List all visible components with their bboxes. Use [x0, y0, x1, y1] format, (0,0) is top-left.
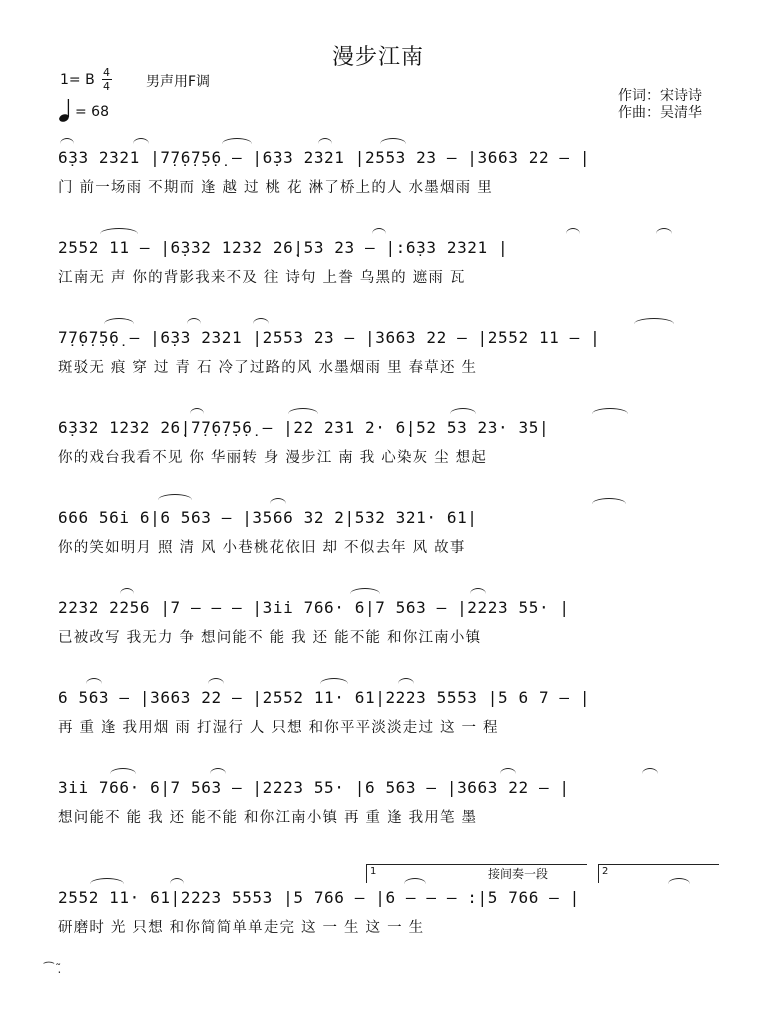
- slur-mark: [120, 588, 134, 594]
- score-notes-line-6: 2232 2256 |7 – – – |3ii 766· 6|7 563 – |2223 55· |: [58, 598, 570, 617]
- slur-mark: [500, 768, 516, 774]
- slur-mark: [380, 138, 406, 144]
- score-notes-line-4: 6̣332 1232 26̣|7̣7̣6̣7̣5̣6̣ – |22 231 2· 6̣|52 53 23· 35|: [58, 418, 550, 437]
- first-ending-bracket: [366, 864, 587, 883]
- lyricist-credit: 作词：宋诗诗: [618, 88, 702, 104]
- slur-mark: [450, 408, 476, 414]
- time-signature-denominator: 4: [103, 80, 110, 93]
- slur-mark: [158, 494, 192, 500]
- interlude-note: 接间奏一段: [488, 867, 549, 881]
- slur-mark: [566, 228, 580, 234]
- slur-mark: [470, 588, 486, 594]
- lyrics-line-5: 你的笑如明月 照 清 风 小巷桃花依旧 却 不似去年 风 故事: [58, 540, 466, 556]
- slur-mark: [350, 588, 380, 594]
- slur-mark: [133, 138, 149, 144]
- slur-mark: [208, 678, 224, 684]
- slur-mark: [187, 318, 201, 324]
- time-signature-numerator: 4: [103, 66, 110, 79]
- slur-mark: [60, 138, 74, 144]
- score-notes-line-5: 666 56i 6|6 563 – |3566 32 2|532 321· 61|: [58, 508, 478, 527]
- lyrics-line-6: 已被改写 我无力 争 想问能不 能 我 还 能不能 和你江南小镇: [58, 630, 482, 646]
- slur-mark: [656, 228, 672, 234]
- slur-mark: [170, 878, 184, 884]
- slur-mark: [100, 228, 138, 234]
- score-notes-line-2: 2552 11 – |6̣332 1232 26̣|53 23 – |:6̣33 2321 |: [58, 238, 509, 257]
- slur-mark: [210, 768, 226, 774]
- lyrics-line-2: 江南无 声 你的背影我来不及 往 诗句 上誊 乌黑的 遮雨 瓦: [58, 270, 466, 286]
- slur-mark: [398, 678, 414, 684]
- slur-mark: [592, 498, 626, 504]
- slur-mark: [372, 228, 386, 234]
- tempo-marking: = 68: [75, 104, 109, 120]
- lyrics-line-1: 门 前一场雨 不期而 逢 越 过 桃 花 淋了桥上的人 水墨烟雨 里: [58, 180, 493, 196]
- score-notes-line-3: 7̣7̣6̣7̣5̣6̣ – |6̣33 2321 |2553 23 – |3663 22 – |2552 11 – |: [58, 328, 601, 347]
- score-notes-line-7: 6 563 – |3663 22 – |2552 11· 61|2223 5553 |5 6 7 – |: [58, 688, 591, 707]
- slur-mark: [222, 138, 252, 144]
- second-ending-number: 2: [602, 866, 609, 877]
- slur-mark: [668, 878, 690, 884]
- voice-key-note: 男声用F调: [146, 74, 211, 90]
- slur-mark: [404, 878, 426, 884]
- composer-credit: 作曲：吴清华: [618, 105, 702, 121]
- lyrics-line-7: 再 重 逢 我用烟 雨 打湿行 人 只想 和你平平淡淡走过 这 一 程: [58, 720, 499, 736]
- slur-mark: [318, 138, 332, 144]
- footer-marks: ⁀ .̃: [44, 962, 62, 976]
- slur-mark: [190, 408, 204, 414]
- score-notes-line-8: 3ii 766· 6|7 563 – |2223 55· |6 563 – |3663 22 – |: [58, 778, 570, 797]
- slur-mark: [90, 878, 124, 884]
- quarter-note-icon: [58, 98, 72, 124]
- score-notes-line-1: 6̣33 2321 |7̣7̣6̣7̣5̣6̣ – |6̣33 2321 |2553 23 – |3663 22 – |: [58, 148, 591, 167]
- slur-mark: [110, 768, 136, 774]
- first-ending-number: 1: [370, 866, 377, 877]
- slur-mark: [86, 678, 102, 684]
- slur-mark: [104, 318, 134, 324]
- lyrics-line-9: 研磨时 光 只想 和你简简单单走完 这 一 生 这 一 生: [58, 920, 425, 936]
- slur-mark: [642, 768, 658, 774]
- lyrics-line-3: 斑驳无 痕 穿 过 青 石 冷了过路的风 水墨烟雨 里 春草还 生: [58, 360, 478, 376]
- slur-mark: [320, 678, 348, 684]
- lyrics-line-8: 想问能不 能 我 还 能不能 和你江南小镇 再 重 逢 我用笔 墨: [58, 810, 478, 826]
- lyrics-line-4: 你的戏台我看不见 你 华丽转 身 漫步江 南 我 心染灰 尘 想起: [58, 450, 488, 466]
- song-title: 漫步江南: [332, 45, 425, 70]
- slur-mark: [253, 318, 269, 324]
- slur-mark: [634, 318, 674, 324]
- score-notes-line-9: 2552 11· 61|2223 5553 |5 766 – |6 – – – :|5 766 – |: [58, 888, 580, 907]
- second-ending-bracket: [598, 864, 719, 883]
- slur-mark: [270, 498, 286, 504]
- slur-mark: [592, 408, 628, 414]
- key-signature: 1= B: [60, 72, 95, 88]
- slur-mark: [288, 408, 318, 414]
